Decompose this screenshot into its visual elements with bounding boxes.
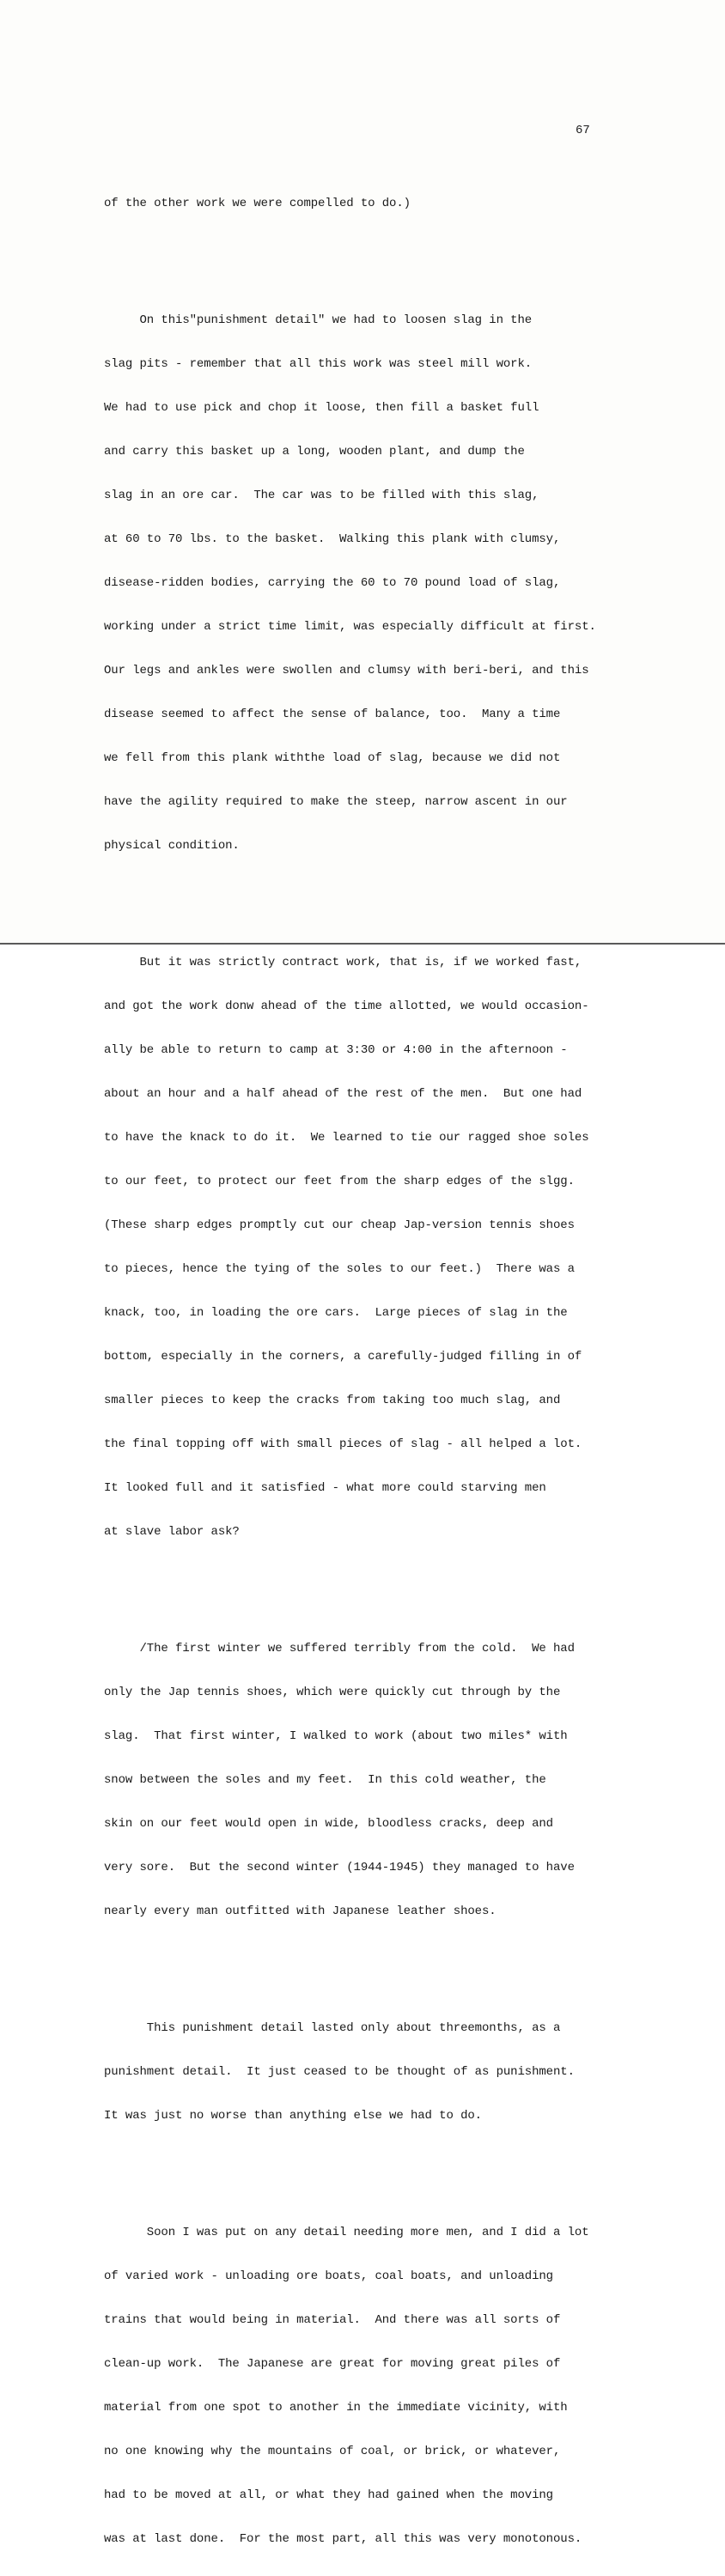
text-line: to our feet, to protect our feet from the sharp edges of the slgg. xyxy=(104,1175,575,1188)
text-line: slag. That first winter, I walked to work (about two miles* with xyxy=(104,1729,568,1743)
text-line: trains that would being in material. And there was all sorts of xyxy=(104,2313,561,2327)
text-line: we fell from this plank withthe load of slag, because we did not xyxy=(104,751,561,765)
text-line: /The first winter we suffered terribly from the cold. We had xyxy=(104,1642,575,1656)
text-line: We had to use pick and chop it loose, then fill a basket full xyxy=(104,401,539,415)
paragraph-gap xyxy=(104,1948,705,1963)
text-line: On this"punishment detail" we had to loosen slag in the xyxy=(104,313,533,327)
page-number: 67 xyxy=(576,124,590,137)
text-line: knack, too, in loading the ore cars. Large pieces of slag in the xyxy=(104,1306,568,1320)
text-line: material from one spot to another in the immediate vicinity, with xyxy=(104,2401,568,2415)
text-line: physical condition. xyxy=(104,839,240,853)
paragraph-gap xyxy=(104,2153,705,2167)
text-line: smaller pieces to keep the cracks from taking too much slag, and xyxy=(104,1394,561,1407)
text-line: have the agility required to make the steep, narrow ascent in our xyxy=(104,795,568,809)
text-line: working under a strict time limit, was especially difficult at first. xyxy=(104,620,596,634)
text-line: slag in an ore car. The car was to be filled with this slag, xyxy=(104,489,539,502)
text-line: bottom, especially in the corners, a carefully-judged filling in of xyxy=(104,1350,582,1364)
text-line: at 60 to 70 lbs. to the basket. Walking this plank with clumsy, xyxy=(104,532,561,546)
text-line: snow between the soles and my feet. In this cold weather, the xyxy=(104,1773,546,1787)
text-line: no one knowing why the mountains of coal, or brick, or whatever, xyxy=(104,2445,561,2458)
text-line: to have the knack to do it. We learned to tie our ragged shoe soles xyxy=(104,1131,589,1145)
paragraph-gap xyxy=(104,883,705,897)
text-line: very sore. But the second winter (1944-1945) they managed to have xyxy=(104,1861,575,1874)
text-line: But it was strictly contract work, that is, if we worked fast, xyxy=(104,956,582,969)
text-line: ally be able to return to camp at 3:30 or 4:00 in the afternoon - xyxy=(104,1043,568,1057)
text-line: disease seemed to affect the sense of balance, too. Many a time xyxy=(104,708,561,721)
text-line: It was just no worse than anything else we had to do. xyxy=(104,2109,482,2123)
text-line: and carry this basket up a long, wooden plant, and dump the xyxy=(104,445,525,459)
text-line: Soon I was put on any detail needing more men, and I did a lot xyxy=(104,2226,589,2239)
text-line: was at last done. For the most part, all this was very monotonous. xyxy=(104,2532,582,2546)
text-line: only the Jap tennis shoes, which were quickly cut through by the xyxy=(104,1686,561,1699)
text-line: at slave labor ask? xyxy=(104,1525,240,1539)
text-line: clean-up work. The Japanese are great for moving great piles of xyxy=(104,2357,561,2371)
text-line: about an hour and a half ahead of the rest of the men. But one had xyxy=(104,1087,582,1101)
text-line: of varied work - unloading ore boats, coal boats, and unloading xyxy=(104,2269,553,2283)
paragraph-gap xyxy=(104,1569,705,1583)
page-bottom-edge xyxy=(0,943,725,945)
text-line: Our legs and ankles were swollen and clumsy with beri-beri, and this xyxy=(104,664,589,677)
text-line: This punishment detail lasted only about threemonths, as a xyxy=(104,2021,561,2035)
body-text xyxy=(104,153,705,2576)
text-line: (These sharp edges promptly cut our cheap Jap-version tennis shoes xyxy=(104,1218,575,1232)
text-line: disease-ridden bodies, carrying the 60 to 70 pound load of slag, xyxy=(104,576,561,590)
text-line: punishment detail. It just ceased to be thought of as punishment. xyxy=(104,2065,575,2079)
text-line: slag pits - remember that all this work was steel mill work. xyxy=(104,357,533,371)
text-line: It looked full and it satisfied - what more could starving men xyxy=(104,1481,546,1495)
text-line: of the other work we were compelled to do.) xyxy=(104,197,411,210)
text-line: skin on our feet would open in wide, bloodless cracks, deep and xyxy=(104,1817,553,1831)
paragraph-gap xyxy=(104,240,705,255)
text-line: had to be moved at all, or what they had gained when the moving xyxy=(104,2488,553,2502)
text-line: to pieces, hence the tying of the soles to our feet.) There was a xyxy=(104,1262,575,1276)
text-line: the final topping off with small pieces of slag - all helped a lot. xyxy=(104,1437,582,1451)
text-line: and got the work donw ahead of the time allotted, we would occasion- xyxy=(104,999,589,1013)
text-line: nearly every man outfitted with Japanese leather shoes. xyxy=(104,1905,497,1918)
